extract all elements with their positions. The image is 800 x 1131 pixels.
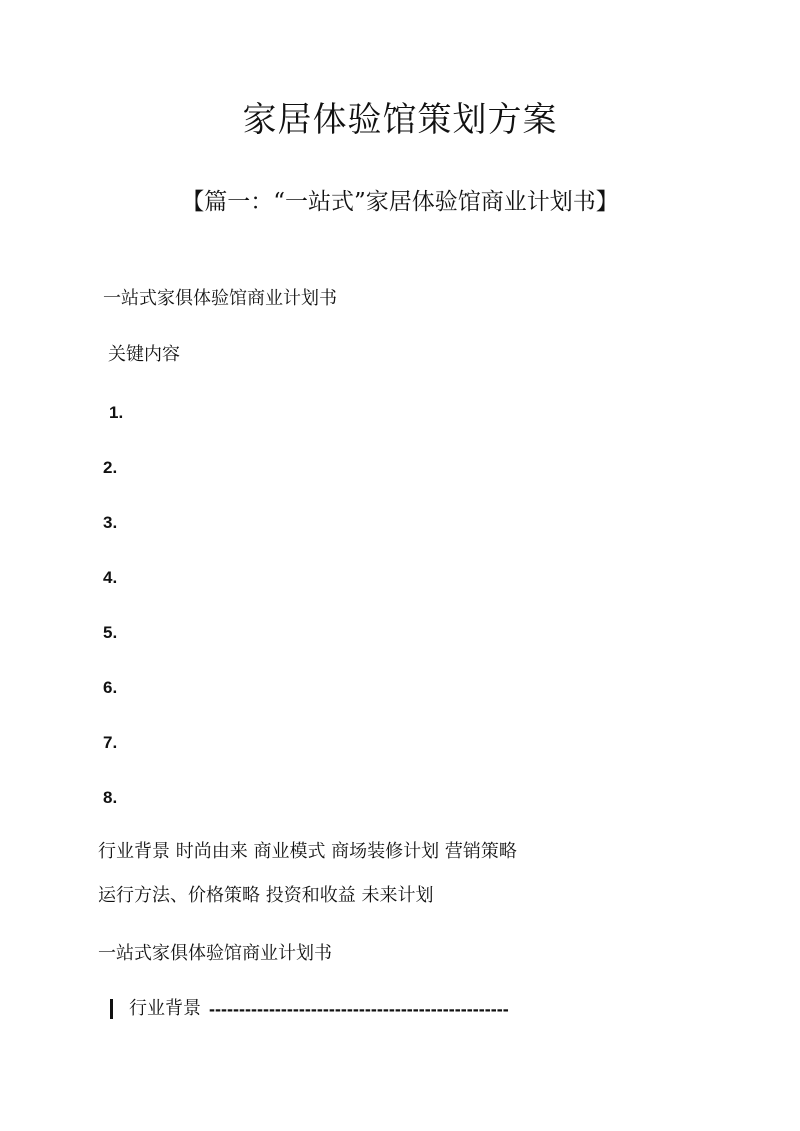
list-item-number: 5.	[103, 623, 118, 642]
list-item-number: 8.	[103, 788, 118, 807]
section-title: 行业背景	[129, 998, 201, 1019]
list-item-number: 6.	[103, 678, 118, 697]
document-subtitle: 【篇一：“一站式”家居体验馆商业计划书】	[181, 189, 619, 215]
list-item-number: 7.	[103, 733, 118, 752]
key-content-label: 关键内容	[108, 344, 180, 365]
section-dash-leader: --------------------------------------------------	[209, 999, 509, 1019]
topics-line-1: 行业背景 时尚由来 商业模式 商场装修计划 营销策略	[98, 841, 517, 862]
list-item-number: 3.	[103, 513, 118, 532]
section-marker-bar	[110, 999, 113, 1019]
plan-heading: 一站式家俱体验馆商业计划书	[103, 288, 337, 309]
list-item-number: 1.	[109, 403, 124, 422]
topics-line-2: 运行方法、价格策略 投资和收益 未来计划	[98, 885, 434, 906]
list-item-number: 4.	[103, 568, 118, 587]
list-item-number: 2.	[103, 458, 118, 477]
document-title: 家居体验馆策划方案	[242, 100, 558, 140]
plan-heading-repeat: 一站式家俱体验馆商业计划书	[98, 943, 332, 964]
section-industry-background	[110, 995, 509, 1023]
